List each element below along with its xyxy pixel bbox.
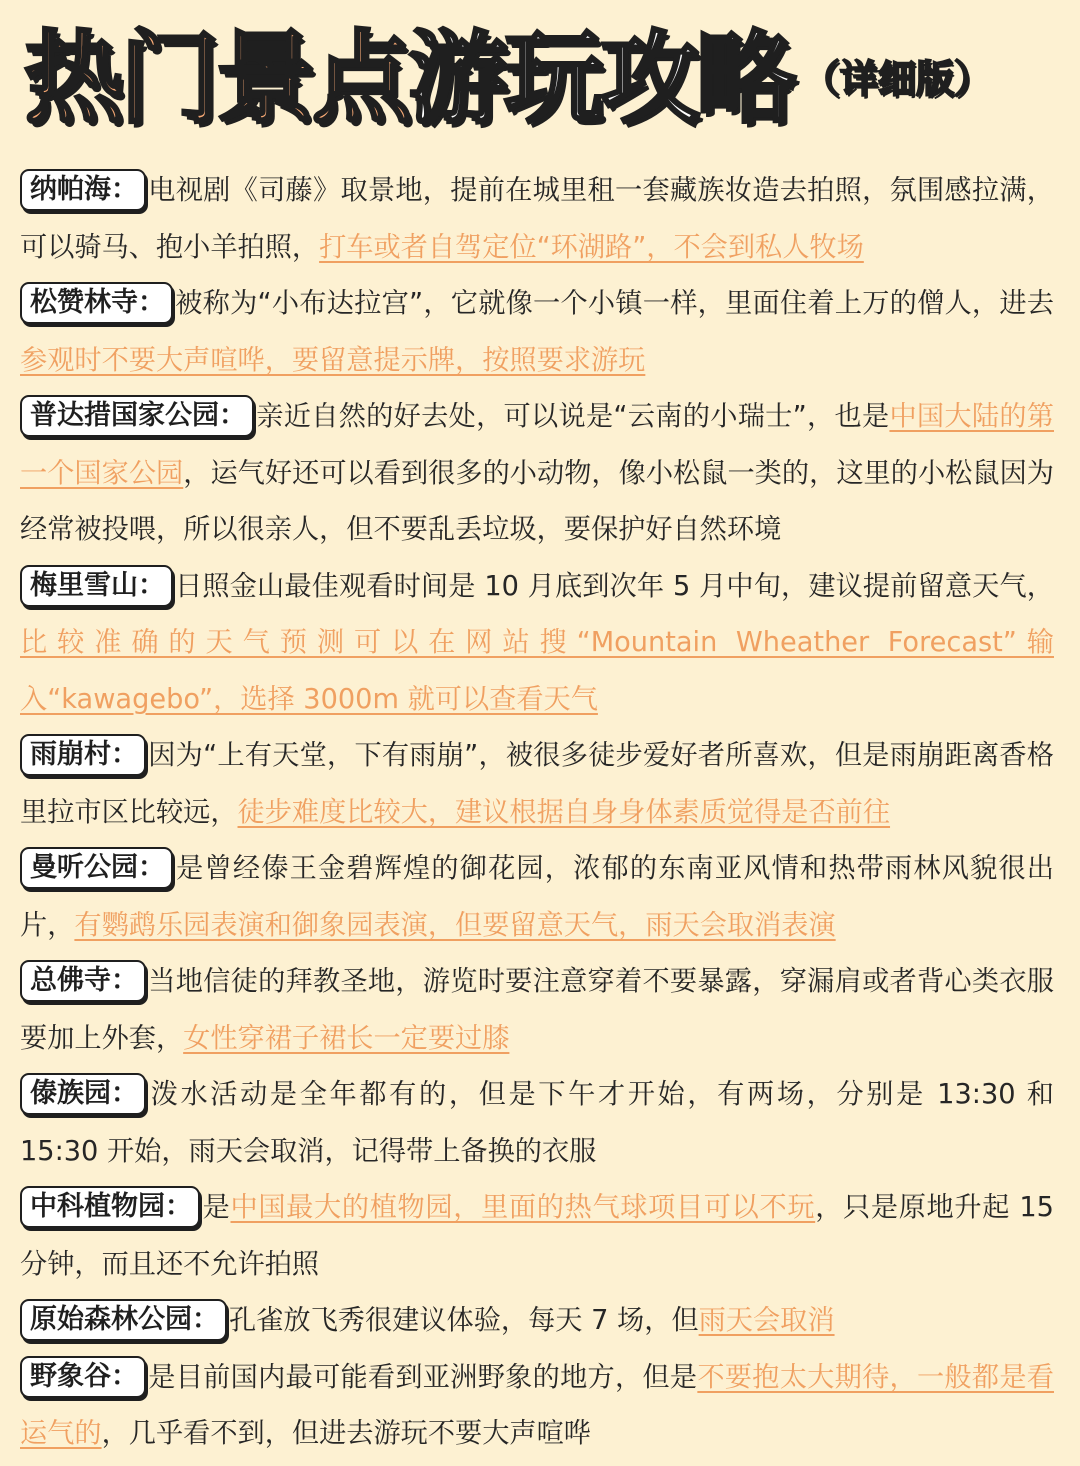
- list-item: [20, 1067, 1054, 1180]
- entry-highlight: 雨天会取消: [698, 1305, 835, 1336]
- list-item: [20, 1293, 1054, 1350]
- attraction-name-tag: 松赞林寺：: [20, 282, 173, 324]
- entry-highlight: 打车或者自驾定位“环湖路”，不会到私人牧场: [319, 231, 864, 263]
- attraction-name-tag: 纳帕海：: [20, 169, 146, 211]
- attraction-name-tag: 原始森林公园：: [20, 1299, 227, 1341]
- entry-text-tail: ，几乎看不到，但进去游玩不要大声喧哗: [101, 1418, 591, 1449]
- entry-text-tail: ，只是原地升起 15 分钟，而且还不允许拍照: [20, 1192, 1054, 1280]
- attraction-name-tag: 普达措国家公园：: [20, 395, 254, 437]
- entry-text: 是: [202, 1192, 231, 1223]
- attraction-name-tag: 傣族园：: [20, 1073, 146, 1115]
- list-item: [20, 163, 1054, 276]
- entry-highlight: 参观时不要大声喧哗，要留意提示牌，按照要求游玩: [20, 344, 646, 376]
- entry-highlight: 中国大陆的第一个国家公园: [20, 401, 1054, 489]
- list-item: [20, 559, 1054, 729]
- attraction-name-tag: 野象谷：: [20, 1356, 146, 1398]
- entry-highlight: 有鹦鹉乐园表演和御象园表演，但要留意天气，雨天会取消表演: [74, 909, 836, 941]
- list-item: [20, 276, 1054, 389]
- entry-highlight: 不要抱太大期待，一般都是看运气的: [20, 1361, 1054, 1449]
- entry-text: 电视剧《司藤》取景地，提前在城里租一套藏族妆造去拍照，氛围感拉满，可以骑马、抱小羊拍照，: [20, 175, 1054, 263]
- attraction-name-tag: 梅里雪山：: [20, 565, 173, 607]
- entry-highlight: 中国最大的植物园，里面的热气球项目可以不玩: [230, 1192, 816, 1223]
- entry-text: 是目前国内最可能看到亚洲野象的地方，但是: [148, 1361, 698, 1393]
- entry-highlight: 比较准确的天气预测可以在网站搜“Mountain Wheather Forecast”输入“kawagebo”，选择 3000m 就可以查看天气: [20, 627, 1054, 715]
- entry-text: 被称为“小布达拉宫”，它就像一个小镇一样，里面住着上万的僧人，进去: [175, 288, 1054, 319]
- attraction-name-tag: 曼听公园：: [20, 847, 173, 889]
- attraction-name-tag: 总佛寺：: [20, 960, 146, 1002]
- entry-text: 是曾经傣王金碧辉煌的御花园，浓郁的东南亚风情和热带雨林风貌很出片，: [20, 853, 1054, 941]
- list-item: [20, 954, 1054, 1067]
- title-part-guide: 游玩攻略: [408, 20, 792, 137]
- list-item: [20, 841, 1054, 954]
- entry-highlight: 徒步难度比较大，建议根据自身身体素质觉得是否前往: [237, 796, 891, 828]
- attraction-name-tag: 雨崩村：: [20, 734, 146, 776]
- entry-text: 孔雀放飞秀很建议体验，每天 7 场，但: [229, 1305, 699, 1336]
- list-item: [20, 1180, 1054, 1293]
- attraction-list: [20, 163, 1054, 1463]
- attraction-name-tag: 中科植物园：: [20, 1186, 200, 1228]
- list-item: [20, 389, 1054, 559]
- list-item: [20, 1350, 1054, 1463]
- entry-highlight: 女性穿裙子裙长一定要过膝: [183, 1022, 510, 1054]
- entry-text: 因为“上有天堂，下有雨崩”，被很多徒步爱好者所喜欢，但是雨崩距离香格里拉市区比较远，: [20, 740, 1054, 828]
- entry-text: 亲近自然的好去处，可以说是“云南的小瑞士”，也是: [256, 401, 890, 432]
- entry-text: 日照金山最佳观看时间是 10 月底到次年 5 月中旬，建议提前留意天气，: [175, 570, 1054, 602]
- entry-text: 当地信徒的拜教圣地，游览时要注意穿着不要暴露，穿漏肩或者背心类衣服要加上外套，: [20, 966, 1054, 1054]
- entry-text-tail: ，运气好还可以看到很多的小动物，像小松鼠一类的，这里的小松鼠因为经常被投喂，所以很亲人，但不要乱丢垃圾，要保护好自然环境: [20, 457, 1054, 545]
- title-part-hot-spots: 热门景点: [24, 20, 408, 137]
- list-item: [20, 728, 1054, 841]
- title-subtitle: （详细版）: [802, 57, 993, 101]
- entry-text: 泼水活动是全年都有的，但是下午才开始，有两场，分别是 13:30 和 15:30 开始，雨天会取消，记得带上备换的衣服: [20, 1079, 1054, 1167]
- page-title: [24, 18, 1064, 148]
